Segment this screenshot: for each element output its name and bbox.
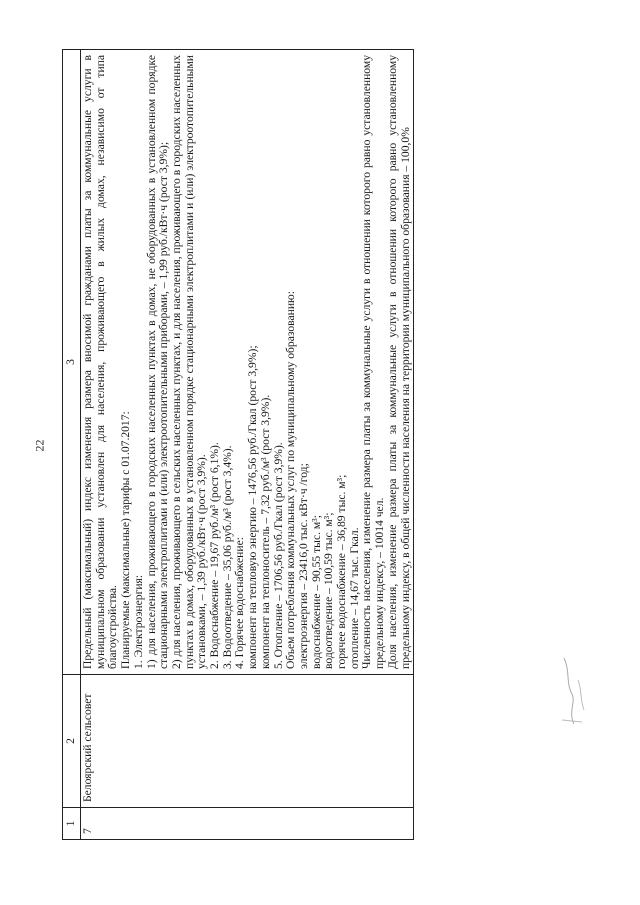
content-line: электроэнергия – 23416,0 тыс. кВт·ч /год; <box>296 463 310 669</box>
header-cell-1: 1 <box>63 808 81 840</box>
table-row <box>81 50 414 840</box>
content-line: водоснабжение – 90,55 тыс. м³; <box>309 515 323 669</box>
header-cell-2: 2 <box>63 675 81 808</box>
content-line: отопление – 14,67 тыс. Гкал. <box>347 527 361 669</box>
rotated-table-container <box>62 50 602 840</box>
scan-mark <box>556 650 592 740</box>
content-line: Планируемые (максимальные) тарифы с 01.07.2017: <box>119 411 133 669</box>
content-line: 2. Водоснабжение – 19,67 руб./м³ (рост 6,1%). <box>208 442 222 669</box>
content-line: Доля населения, изменение размера платы за коммунальные услуги в отношении которого равно установленному предельному индексу, в общей численности населения на территории муниципального образования – 100,0% <box>385 55 412 669</box>
page-number: 22 <box>32 439 47 452</box>
content-line: 1. Электроэнергия: <box>131 574 145 669</box>
content-line: 3. Водоотведение – 35,06 руб./м³ (рост 3,4%). <box>220 445 234 669</box>
content-line: Численность населения, изменение размера платы за коммунальные услуги в отношении которого равно установленному предельному индексу, – 10014 чел. <box>360 55 387 669</box>
tariff-table <box>62 49 414 840</box>
content-line: Предельный (максимальный) индекс изменения размера вносимой гражданами платы за коммунальные услуги в муниципальном образовании установлен для населения, проживающего в жилых домах, независимо от типа благоустройства. <box>81 55 120 669</box>
row-number: 7 <box>81 808 414 840</box>
content-line: 2) для населения, проживающего в сельских населенных пунктах, и для населения, проживающего в городских населенных пунктах в домах, оборудованных в установленном порядке стационарными электроплитами и (или) электроотопительными установками, – 1,39 руб./кВт·ч (рост 3,9%). <box>169 55 209 669</box>
content-line: 1) для населения, проживающего в городских населенных пунктах в домах, не оборудованных в установленном порядке стационарными электроплитами и (или) электроотопительными приборами, – 1,99 руб./кВт·ч (рост 3,9%); <box>144 55 171 669</box>
table-header-row <box>63 50 81 840</box>
content-line: 5. Отопление – 1706,56 руб./Гкал (рост 3,9%). <box>271 442 285 669</box>
content-line: горячее водоснабжение – 36,89 тыс. м³; <box>335 474 349 669</box>
content-line: Объем потребления коммунальных услуг по муниципальному образованию: <box>284 291 298 669</box>
content-line: 4. Горячее водоснабжение: <box>233 537 247 669</box>
content-line: компонент на тепловую энергию – 1476,56 руб./Гкал (рост 3,9%); <box>246 345 260 669</box>
content-line: компонент на теплоноситель – 7,32 руб./м³ (рост 3,9%). <box>258 394 272 669</box>
municipality-name: Белоярский сельсовет <box>81 675 414 808</box>
header-cell-3: 3 <box>63 50 81 675</box>
row-content <box>81 50 414 675</box>
content-line: водоотведение – 100,59 тыс. м³; <box>322 512 336 669</box>
